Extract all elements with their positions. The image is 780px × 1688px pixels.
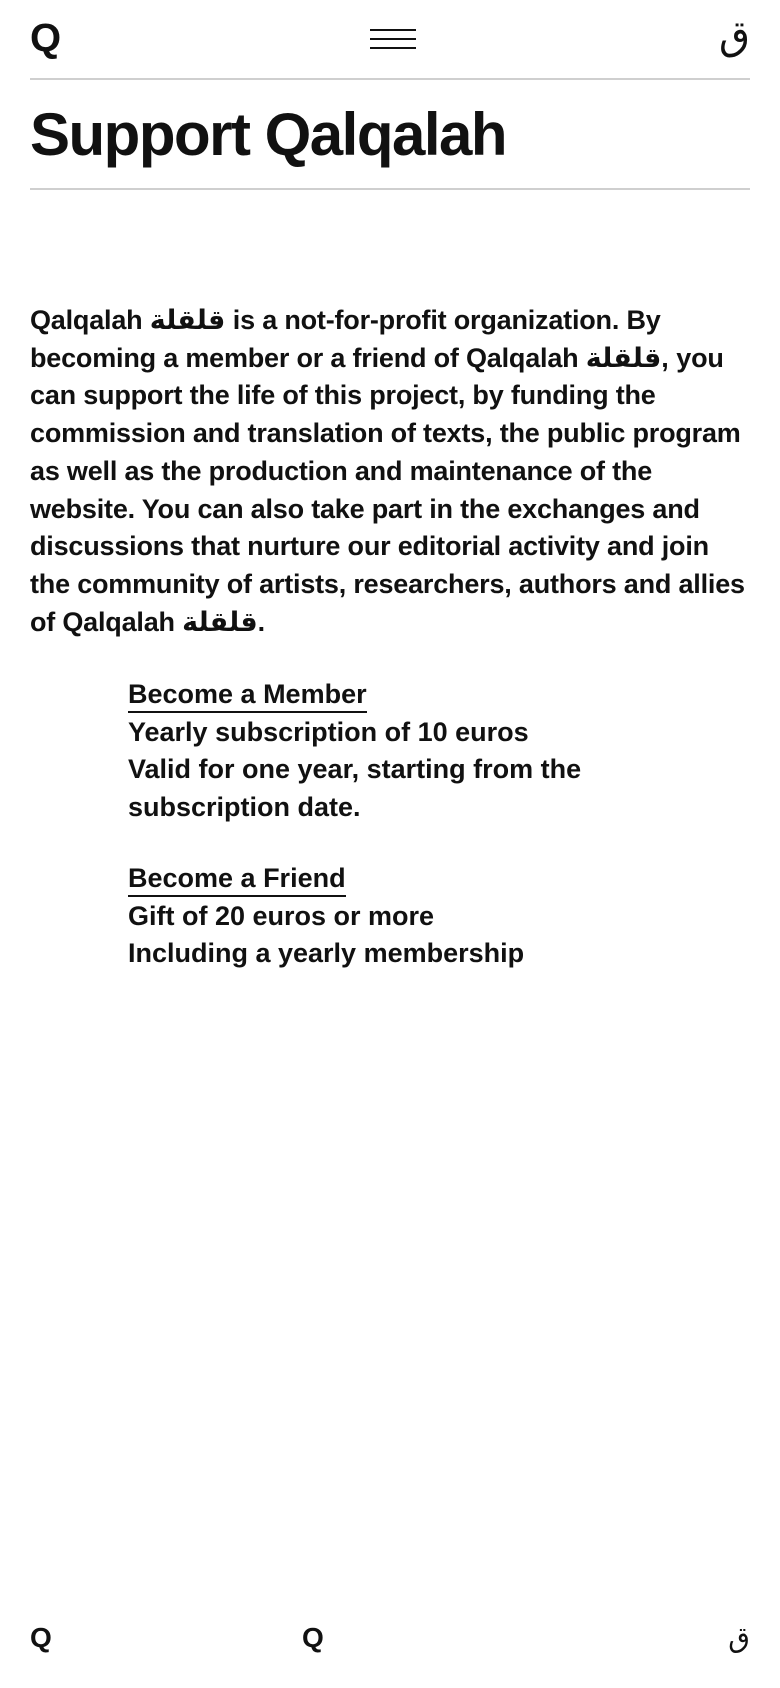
site-footer bbox=[30, 1618, 750, 1668]
menu-line bbox=[370, 47, 416, 49]
member-price-text: Yearly subscription of 10 euros bbox=[128, 716, 529, 747]
footer-logo-arabic[interactable]: ق bbox=[728, 1621, 750, 1654]
friend-membership-text: Including a yearly membership bbox=[128, 938, 525, 969]
page-title-section bbox=[30, 80, 750, 190]
home-logo-latin[interactable]: Q bbox=[30, 16, 62, 60]
site-header bbox=[30, 0, 750, 80]
become-member-link[interactable]: Become a Member bbox=[128, 677, 367, 713]
menu-line bbox=[370, 29, 416, 31]
footer-logo-center[interactable]: Q bbox=[302, 1622, 324, 1653]
become-friend-link[interactable]: Become a Friend bbox=[128, 861, 346, 897]
page-title: Support Qalqalah bbox=[30, 101, 507, 168]
hamburger-menu-icon[interactable] bbox=[370, 27, 416, 51]
friend-gift-text: Gift of 20 euros or more bbox=[128, 900, 435, 931]
member-validity-text: Valid for one year, starting from the subscription date. bbox=[128, 754, 582, 823]
friend-offer bbox=[128, 860, 688, 973]
menu-line bbox=[370, 38, 416, 40]
member-offer bbox=[128, 676, 688, 827]
home-logo-arabic[interactable]: ق bbox=[718, 13, 750, 59]
intro-paragraph: Qalqalah قلقلة is a not-for-profit organization. By becoming a member or a friend of Qalqalah قلقلة, you can support the life of this project, by funding the commission and translation of texts, the public program as well as the production and maintenance of the website. You can also take part in the exchanges and discussions that nurture our editorial activity and join the community of artists, researchers, authors and allies of Qalqalah قلقلة. bbox=[30, 305, 745, 637]
footer-logo-left[interactable]: Q bbox=[30, 1622, 52, 1653]
